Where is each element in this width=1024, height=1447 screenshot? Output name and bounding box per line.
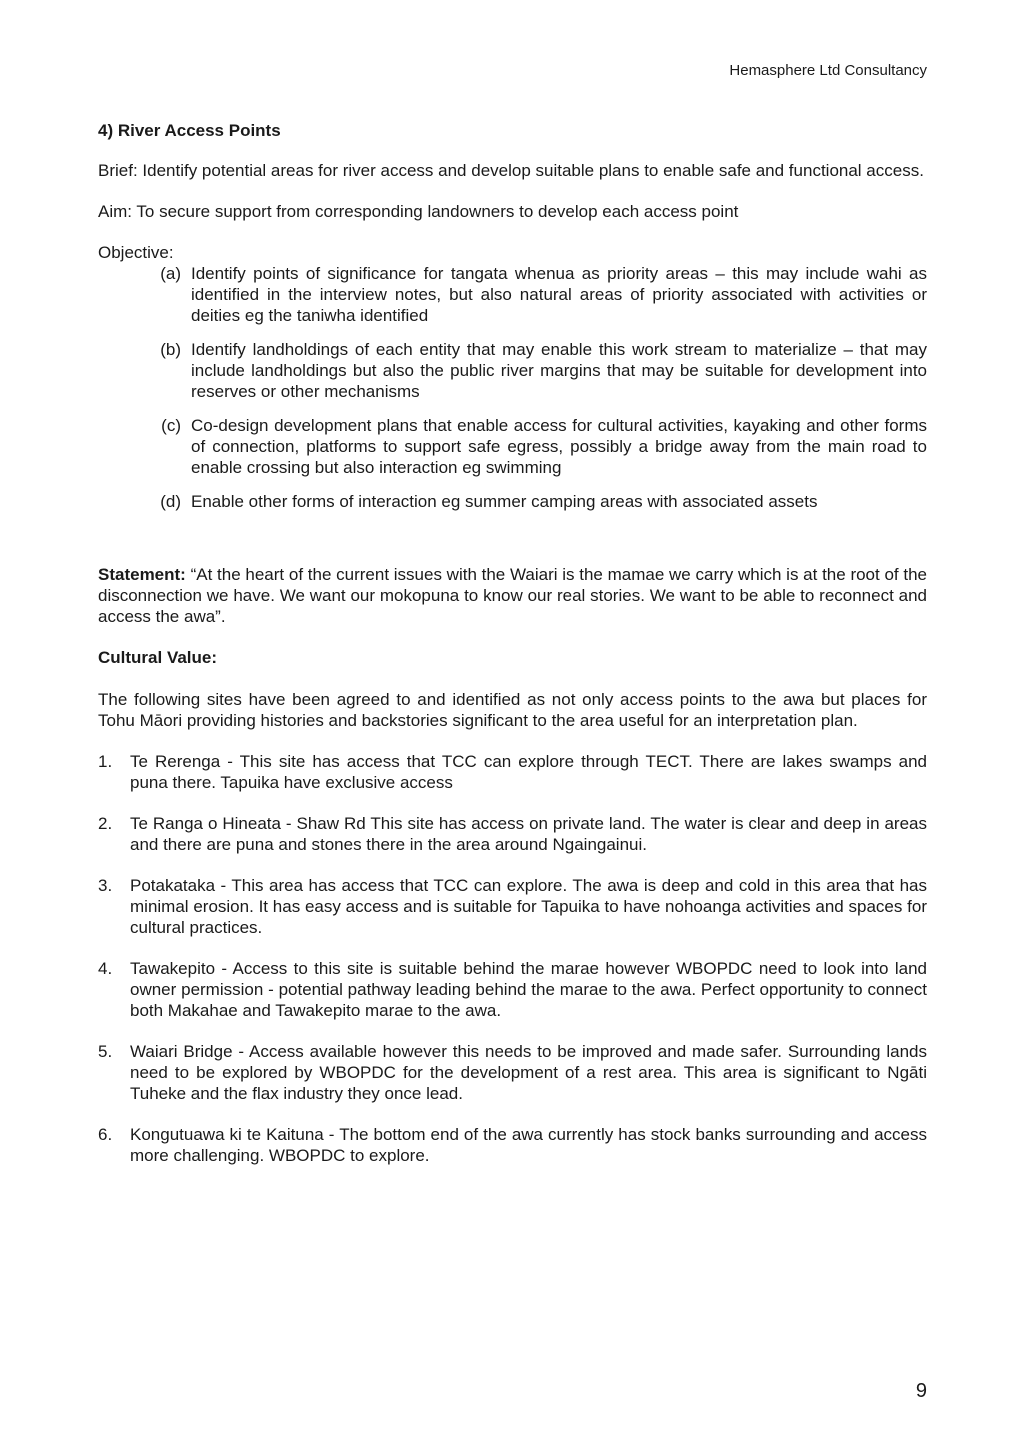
- site-text: Tawakepito - Access to this site is suitable behind the marae however WBOPDC need to look into land owner permission - potential pathway leading behind the marae to the awa. Perfect opportunity to connect both Makahae and Tawakepito marae to the awa.: [130, 959, 927, 1020]
- objective-marker: (b): [160, 340, 181, 359]
- site-number: 6.: [98, 1125, 113, 1144]
- objective-list: [98, 263, 927, 512]
- document-body: [98, 120, 927, 1186]
- site-text: Te Ranga o Hineata - Shaw Rd This site has access on private land. The water is clear and deep in areas and there are puna and stones there in the area around Ngaingainui.: [130, 814, 927, 854]
- aim-paragraph: Aim: To secure support from corresponding landowners to develop each access point: [98, 202, 739, 221]
- objective-item: [98, 263, 927, 326]
- objective-item: [98, 415, 927, 478]
- site-item: [98, 875, 927, 938]
- statement-text: “At the heart of the current issues with the Waiari is the mamae we carry which is at the root of the disconnection we have. We want our mokopuna to know our real stories. We want to be able to reconnect and access the awa”.: [98, 565, 927, 626]
- site-number: 3.: [98, 876, 113, 895]
- page-number: 9: [915, 1380, 927, 1402]
- objective-marker: (a): [160, 264, 181, 283]
- sites-list: [98, 751, 927, 1166]
- statement-label: Statement:: [98, 565, 186, 584]
- objective-item: [98, 339, 927, 402]
- objective-text: Co-design development plans that enable access for cultural activities, kayaking and other forms of connection, platforms to support safe egress, possibly a bridge away from the main road to enable crossing but also interaction eg swimming: [191, 416, 927, 477]
- objective-marker: (c): [161, 416, 181, 435]
- site-number: 5.: [98, 1042, 113, 1061]
- site-number: 1.: [98, 752, 113, 771]
- header-company: Hemasphere Ltd Consultancy: [729, 62, 927, 79]
- objective-item: [98, 491, 927, 512]
- statement-paragraph: [98, 564, 927, 627]
- site-text: Te Rerenga - This site has access that TCC can explore through TECT. There are lakes swamps and puna there. Tapuika have exclusive access: [130, 752, 927, 792]
- cultural-value-heading: Cultural Value:: [98, 648, 218, 667]
- site-text: Waiari Bridge - Access available however this needs to be improved and made safer. Surrounding lands need to be explored by WBOPDC for the development of a rest area. This area is significant to Ngāti Tuheke and the flax industry they once lead.: [130, 1042, 927, 1103]
- site-item: [98, 751, 927, 793]
- section-title: 4) River Access Points: [98, 121, 281, 140]
- site-number: 2.: [98, 814, 113, 833]
- brief-paragraph: Brief: Identify potential areas for river access and develop suitable plans to enable safe and functional access.: [98, 161, 924, 180]
- site-item: [98, 1041, 927, 1104]
- objective-text: Identify landholdings of each entity that may enable this work stream to materialize – that may include landholdings but also the public river margins that may be suitable for development into reserves or other mechanisms: [191, 340, 927, 401]
- site-text: Kongutuawa ki te Kaituna - The bottom end of the awa currently has stock banks surrounding and access more challenging. WBOPDC to explore.: [130, 1125, 927, 1165]
- objective-text: Enable other forms of interaction eg summer camping areas with associated assets: [191, 492, 818, 511]
- objective-label: Objective:: [98, 243, 174, 262]
- site-text: Potakataka - This area has access that TCC can explore. The awa is deep and cold in this area that has minimal erosion. It has easy access and is suitable for Tapuika to have nohoanga activities and spaces for cultural practices.: [130, 876, 927, 937]
- site-item: [98, 1124, 927, 1166]
- site-item: [98, 958, 927, 1021]
- objective-text: Identify points of significance for tangata whenua as priority areas – this may include wahi as identified in the interview notes, but also natural areas of priority associated with activities or deities eg the taniwha identified: [191, 264, 927, 325]
- objective-marker: (d): [160, 492, 181, 511]
- site-number: 4.: [98, 959, 113, 978]
- cultural-intro-paragraph: The following sites have been agreed to and identified as not only access points to the awa but places for Tohu Māori providing histories and backstories significant to the area useful for an interpretation plan.: [98, 690, 927, 730]
- site-item: [98, 813, 927, 855]
